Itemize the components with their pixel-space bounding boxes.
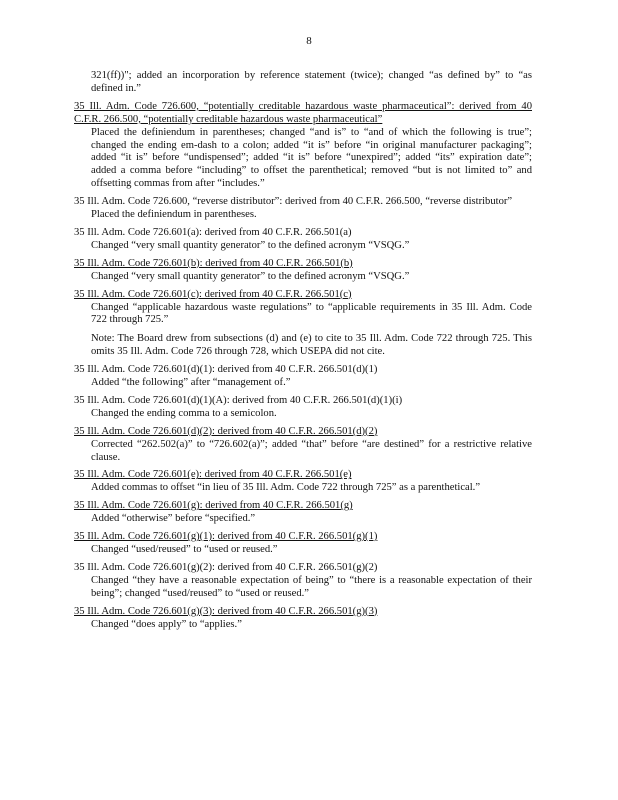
entry-heading: 35 Ill. Adm. Code 726.601(d)(1): derived from 40 C.F.R. 266.501(d)(1) [74,364,378,376]
entry-heading: 35 Ill. Adm. Code 726.601(g)(1): derived from 40 C.F.R. 266.501(g)(1) [74,531,378,543]
entry-heading: 35 Ill. Adm. Code 726.601(d)(1)(A): derived from 40 C.F.R. 266.501(d)(1)(i) [74,394,403,406]
entry-body: Changed “does apply” to “applies.” [91,618,242,630]
entry-body: Placed the definiendum in parentheses; changed “and is” to “and of which the following is true”; changed the ending em-dash to a colon; added “it is” before “in original manufacturer packaging”; added “it is” before “undispensed”; added “it is” before “unexpired”; added “its” expiration date”; added a comma before “including” to offset the parenthetical; removed “but is not limited to” and offsetting commas from after “includes.” [91,126,532,190]
entry-body: 321(ff))"; added an incorporation by reference statement (twice); changed “as defined by” to “as defined in.” [91,70,532,94]
entry-7 [74,364,532,390]
entry-3 [74,196,532,222]
entry-heading: 35 Ill. Adm. Code 726.601(e): derived from 40 C.F.R. 266.501(e) [74,469,352,481]
entry-body: Added commas to offset “in lieu of 35 Ill. Adm. Code 722 through 725” as a parenthetical.” [91,482,481,494]
entry-2 [74,101,532,191]
entry-list [74,70,532,636]
entry-body: Changed “applicable hazardous waste regulations” to “applicable requirements in 35 Ill. Adm. Code 722 through 725.” [91,301,532,326]
entry-heading: 35 Ill. Adm. Code 726.601(g): derived from 40 C.F.R. 266.501(g) [74,500,353,512]
entry-heading: 35 Ill. Adm. Code 726.601(g)(2): derived from 40 C.F.R. 266.501(g)(2) [74,561,378,573]
entry-body: Corrected “262.502(a)” to “726.602(a)”; added “that” before “are destined” for a restrictive relative clause. [91,438,532,463]
entry-heading: 35 Ill. Adm. Code 726.601(d)(2): derived from 40 C.F.R. 266.501(d)(2) [74,425,378,437]
entry-6 [74,289,532,360]
entry-heading: 35 Ill. Adm. Code 726.600, “potentially creditable hazardous waste pharmaceutical”: derived from 40 C.F.R. 266.500, “potentially creditable hazardous waste pharmaceutical” [74,100,532,125]
entry-1 [74,70,532,96]
entry-13 [74,562,532,601]
entry-heading: 35 Ill. Adm. Code 726.601(g)(3): derived from 40 C.F.R. 266.501(g)(3) [74,605,378,617]
entry-note: Note: The Board drew from subsections (d) and (e) to cite to 35 Ill. Adm. Code 722 through 725. This omits 35 Ill. Adm. Code 726 through 728, which USEPA did not cite. [91,333,532,358]
entry-heading: 35 Ill. Adm. Code 726.601(b): derived from 40 C.F.R. 266.501(b) [74,257,353,269]
page-number: 8 [306,35,312,47]
entry-11 [74,500,532,526]
entry-8 [74,395,532,421]
entry-heading: 35 Ill. Adm. Code 726.601(c): derived from 40 C.F.R. 266.501(c) [74,288,352,300]
entry-10 [74,469,532,495]
entry-9 [74,426,532,465]
entry-body: Changed “used/reused” to “used or reused.” [91,544,278,555]
entry-heading: 35 Ill. Adm. Code 726.600, “reverse distributor”: derived from 40 C.F.R. 266.500, “reverse distributor” [74,196,513,208]
entry-body: Changed “very small quantity generator” to the defined acronym “VSQG.” [91,270,410,282]
entry-5 [74,258,532,284]
entry-body: Placed the definiendum in parentheses. [91,209,257,221]
entry-body: Added “otherwise” before “specified.” [91,513,256,525]
entry-4 [74,227,532,253]
entry-body: Changed “very small quantity generator” to the defined acronym “VSQG.” [91,239,410,251]
entry-heading: 35 Ill. Adm. Code 726.601(a): derived from 40 C.F.R. 266.501(a) [74,226,352,238]
entry-body: Changed “they have a reasonable expectation of being” to “there is a reasonable expectation of their being”; changed “used/reused” to “used or reused.” [91,574,532,599]
entry-body: Added “the following” after “management of.” [91,377,291,389]
entry-14 [74,606,532,632]
entry-body: Changed the ending comma to a semicolon. [91,407,277,419]
entry-12 [74,531,532,557]
